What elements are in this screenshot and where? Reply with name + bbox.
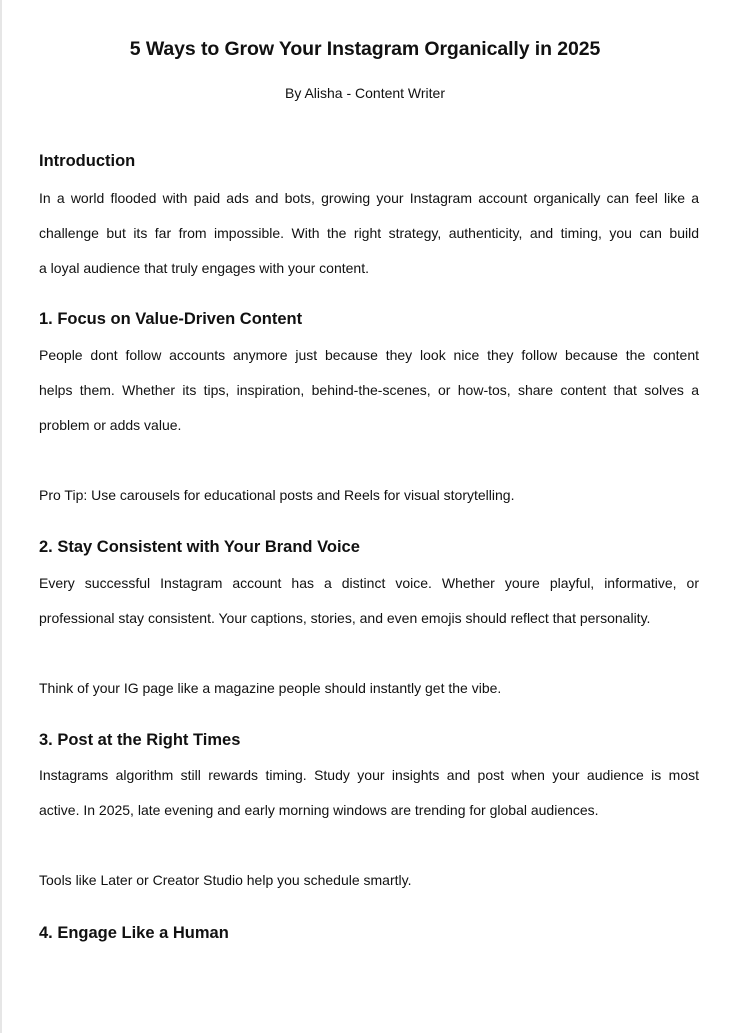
intro-line: challenge but its far from impossible. With the right strategy, authenticity, and timing, you can build — [39, 225, 699, 241]
document-title: 5 Ways to Grow Your Instagram Organically in 2025 — [129, 38, 601, 60]
byline: By Alisha - Content Writer — [284, 85, 446, 101]
intro-line: a loyal audience that truly engages with your content. — [39, 260, 369, 276]
section-line: Every successful Instagram account has a distinct voice. Whether youre playful, informative, or — [39, 575, 699, 591]
section-line: active. In 2025, late evening and early morning windows are trending for global audiences. — [39, 802, 599, 818]
page-edge — [0, 0, 2, 1033]
section-heading: 3. Post at the Right Times — [39, 731, 241, 749]
section-heading: 1. Focus on Value-Driven Content — [39, 310, 303, 328]
section-line: helps them. Whether its tips, inspiration, behind-the-scenes, or how-tos, share content that solves a — [39, 382, 699, 398]
section-note: Pro Tip: Use carousels for educational posts and Reels for visual storytelling. — [39, 487, 515, 503]
section-heading: 4. Engage Like a Human — [39, 924, 229, 942]
intro-heading: Introduction — [39, 152, 136, 170]
section-line: professional stay consistent. Your captions, stories, and even emojis should reflect that personality. — [39, 610, 651, 626]
section-note: Tools like Later or Creator Studio help you schedule smartly. — [39, 872, 412, 888]
section-heading: 2. Stay Consistent with Your Brand Voice — [39, 538, 360, 556]
section-line: problem or adds value. — [39, 417, 182, 433]
section-note: Think of your IG page like a magazine people should instantly get the vibe. — [39, 680, 502, 696]
intro-line: In a world flooded with paid ads and bots, growing your Instagram account organically can feel like a — [39, 190, 699, 206]
section-line: Instagrams algorithm still rewards timing. Study your insights and post when your audience is most — [39, 767, 699, 783]
section-line: People dont follow accounts anymore just because they look nice they follow because the content — [39, 347, 699, 363]
